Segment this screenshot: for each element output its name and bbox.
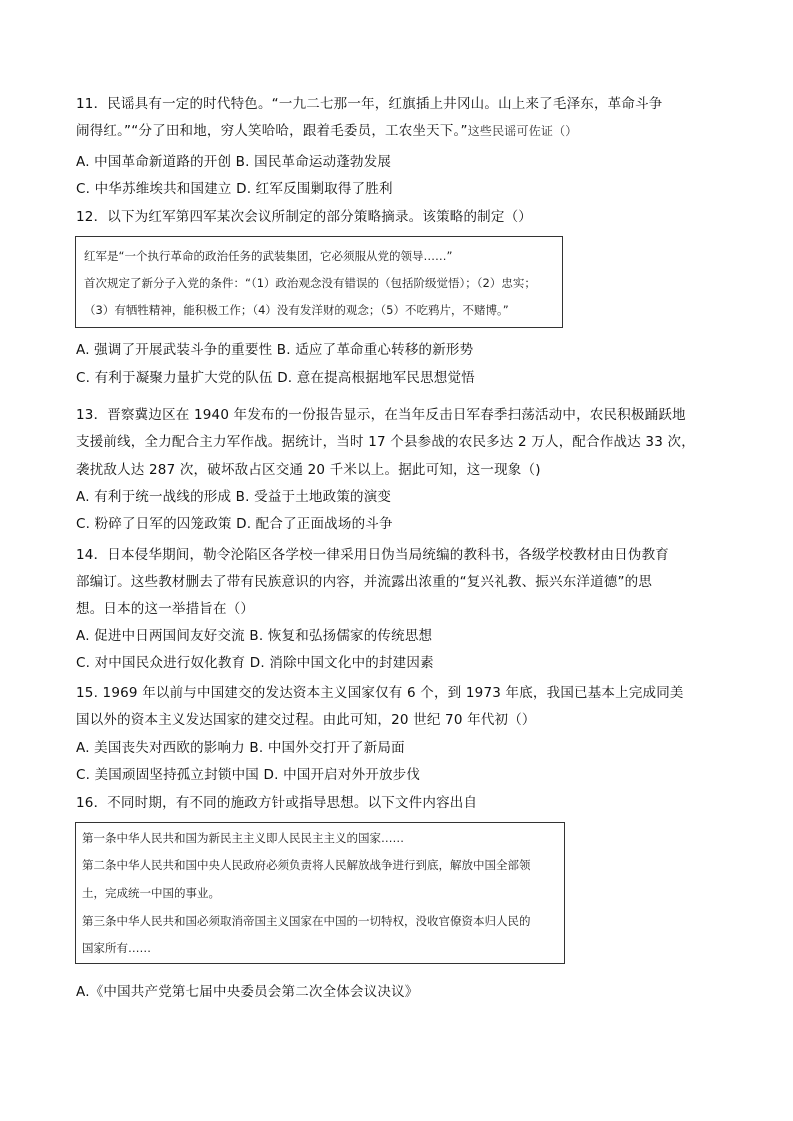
q11-line1: 11．民谣具有一定的时代特色。“一九二七那一年，红旗插上井冈山。山上来了毛泽东，革命斗争 <box>76 96 663 112</box>
q11-line2 <box>76 121 578 141</box>
q16-box-line1: 第一条中华人民共和国为新民主主义即人民民主主义的国家…… <box>82 831 404 845</box>
q14-line2: 部编订。这些教材删去了带有民族意识的内容，并流露出浓重的“复兴礼教、振兴东洋道德”的思 <box>76 574 653 590</box>
q13-options-ab: A. 有利于统一战线的形成 B. 受益于土地政策的演变 <box>76 489 392 505</box>
q16-option-a: A.《中国共产党第七届中央委员会第二次全体会议决议》 <box>76 984 419 1000</box>
q14-line3: 想。日本的这一举措旨在（） <box>76 601 255 617</box>
q15-options-ab: A. 美国丧失对西欧的影响力 B. 中国外交打开了新局面 <box>76 740 405 756</box>
q16-box-line3: 土，完成统一中国的事业。 <box>82 886 220 900</box>
q16-box-line5: 国家所有…… <box>82 941 151 955</box>
q11-options-cd: C. 中华苏维埃共和国建立 D. 红军反围剿取得了胜利 <box>76 181 393 197</box>
q13-line2: 支援前线，全力配合主力军作战。据统计，当时 17 个县参战的农民多达 2 万人，配合作战达 33 次， <box>76 434 695 450</box>
q13-options-cd: C. 粉碎了日军的囚笼政策 D. 配合了正面战场的斗争 <box>76 516 393 532</box>
q12-box-line3: （3）有牺牲精神，能积极工作；（4）没有发洋财的观念；（5）不吃鸦片，不赌博。” <box>84 303 509 317</box>
q15-options-cd: C. 美国顽固坚持孤立封锁中国 D. 中国开启对外开放步伐 <box>76 767 421 783</box>
q14-options-ab: A. 促进中日两国间友好交流 B. 恢复和弘扬儒家的传统思想 <box>76 628 433 644</box>
q14-line1: 14．日本侵华期间，勒令沦陷区各学校一律采用日伪当局统编的教科书，各级学校教材由日伪教育 <box>76 547 669 563</box>
q14-options-cd: C. 对中国民众进行奴化教育 D. 消除中国文化中的封建因素 <box>76 655 434 671</box>
q11-line2-tail: 这些民谣可佐证（） <box>467 124 578 138</box>
q12-quote-box <box>75 236 563 328</box>
q12-box-line1: 红军是“一个执行革命的政治任务的武装集团，它必须服从党的领导……” <box>84 249 453 263</box>
q16-box-line4: 第三条中华人民共和国必须取消帝国主义国家在中国的一切特权，没收官僚资本归人民的 <box>82 914 531 928</box>
q16-box-line2: 第二条中华人民共和国中央人民政府必须负责将人民解放战争进行到底，解放中国全部领 <box>82 858 531 872</box>
q13-line1: 13．晋察冀边区在 1940 年发布的一份报告显示，在当年反击日军春季扫荡活动中，农民积极踊跃地 <box>76 407 686 423</box>
q12-options-ab: A. 强调了开展武装斗争的重要性 B. 适应了革命重心转移的新形势 <box>76 342 474 358</box>
q11-line2-main: 闹得红。”“分了田和地，穷人笑哈哈，跟着毛委员，工农坐天下。” <box>76 123 468 139</box>
q16-quote-box <box>75 822 565 964</box>
q16-stem: 16．不同时期，有不同的施政方针或指导思想。以下文件内容出自 <box>76 795 478 811</box>
q11-options-ab: A. 中国革命新道路的开创 B. 国民革命运动蓬勃发展 <box>76 154 392 170</box>
q12-box-line2: 首次规定了新分子入党的条件：“（1）政治观念没有错误的（包括阶级觉悟）；（2）忠实； <box>84 276 536 290</box>
q15-line1: 15. 1969 年以前与中国建交的发达资本主义国家仅有 6 个，到 1973 年底，我国已基本上完成同美 <box>76 685 684 701</box>
q12-options-cd: C. 有利于凝聚力量扩大党的队伍 D. 意在提高根据地军民思想觉悟 <box>76 370 475 386</box>
q12-stem: 12．以下为红军第四军某次会议所制定的部分策略摘录。该策略的制定（） <box>76 209 532 225</box>
q13-line3: 袭扰敌人达 287 次，破坏敌占区交通 20 千米以上。据此可知，这一现象（) <box>76 462 541 478</box>
q15-line2: 国以外的资本主义发达国家的建交过程。由此可知，20 世纪 70 年代初（） <box>76 712 536 728</box>
